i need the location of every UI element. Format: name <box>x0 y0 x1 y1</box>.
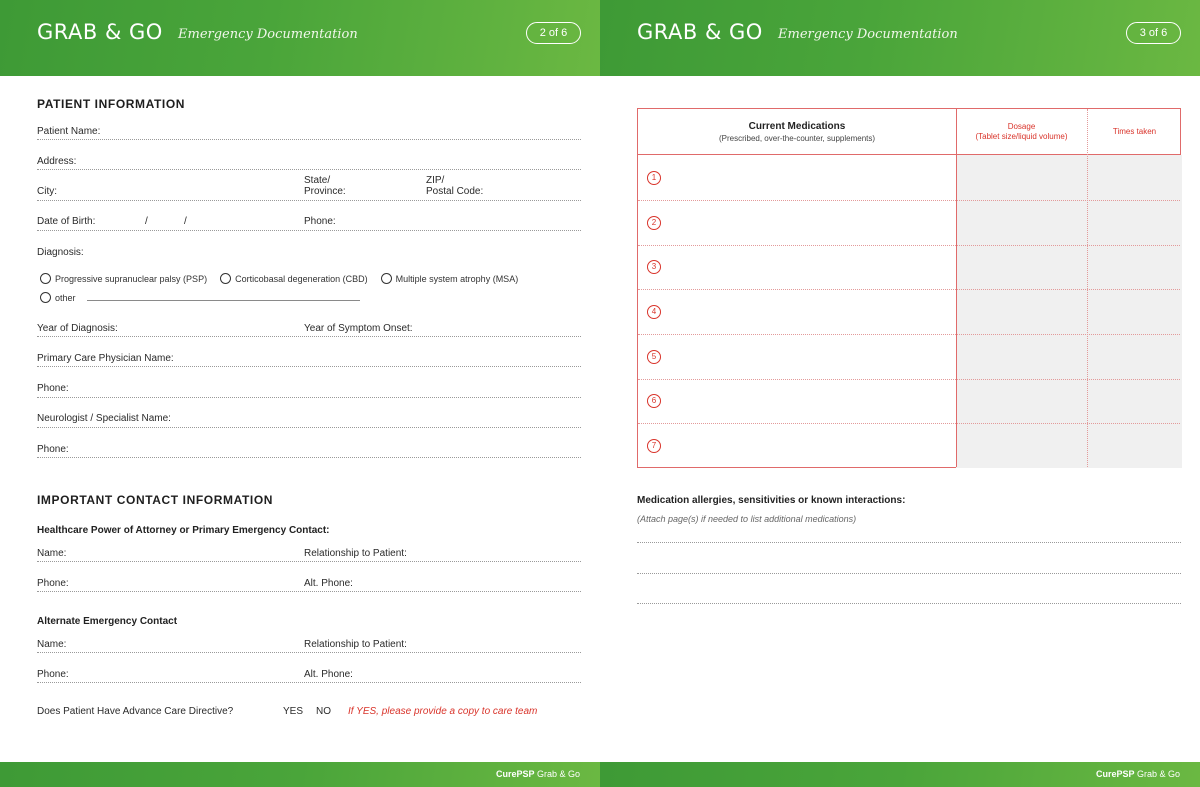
footer-brand: CurePSP <box>1095 769 1135 779</box>
patient-name-label: Patient Name: <box>37 126 101 137</box>
address-field[interactable] <box>37 169 581 170</box>
row-divider <box>638 245 1180 246</box>
radio-icon[interactable] <box>381 273 392 284</box>
alt-alt-phone-label: Alt. Phone: <box>304 669 353 680</box>
diagnosis-label: Diagnosis: <box>37 247 84 258</box>
dob-separator: / <box>184 216 187 227</box>
address-label: Address: <box>37 156 77 167</box>
year-diagnosis-label: Year of Diagnosis: <box>37 323 118 334</box>
brand-title: GRAB & GO <box>637 20 763 44</box>
patient-info-title: PATIENT INFORMATION <box>37 97 186 111</box>
patient-name-field[interactable] <box>37 139 581 140</box>
year-onset-label: Year of Symptom Onset: <box>304 323 413 334</box>
page-number-badge: 3 of 6 <box>1126 22 1181 44</box>
row-divider <box>638 379 1180 380</box>
row-divider <box>638 289 1180 290</box>
footer-brand: CurePSP <box>495 769 535 779</box>
page-3 <box>600 0 1200 787</box>
pcp-name-field[interactable] <box>37 366 581 367</box>
footer-text: Grab & Go <box>1134 769 1180 779</box>
other-diagnosis-field[interactable] <box>87 300 360 301</box>
directive-no[interactable]: NO <box>316 706 331 717</box>
alt-phone-field[interactable] <box>37 682 581 683</box>
dob-phone-field[interactable] <box>37 230 581 231</box>
primary-phone-label: Phone: <box>37 578 69 589</box>
pcp-phone-label: Phone: <box>37 383 69 394</box>
state-label: State/ Province: <box>304 175 346 197</box>
primary-relationship-label: Relationship to Patient: <box>304 548 407 559</box>
row-number-2: 2 <box>647 216 661 230</box>
allergy-heading: Medication allergies, sensitivities or known interactions: <box>637 495 906 506</box>
primary-contact-heading: Healthcare Power of Attorney or Primary Emergency Contact: <box>37 525 330 536</box>
pcp-phone-field[interactable] <box>37 397 581 398</box>
alt-name-label: Name: <box>37 639 67 650</box>
neuro-name-field[interactable] <box>37 427 581 428</box>
brand-subtitle: Emergency Documentation <box>778 27 958 42</box>
phone-label: Phone: <box>304 216 336 227</box>
brand-title: GRAB & GO <box>37 20 163 44</box>
current-medications-subheader: (Prescribed, over-the-counter, supplements) <box>718 134 876 143</box>
allergy-line[interactable] <box>637 542 1181 543</box>
radio-icon[interactable] <box>40 292 51 303</box>
dosage-header: Dosage (Tablet size/liquid volume) <box>975 122 1068 141</box>
alt-name-field[interactable] <box>37 652 581 653</box>
page-header <box>0 0 600 76</box>
neuro-name-label: Neurologist / Specialist Name: <box>37 413 171 424</box>
row-number-3: 3 <box>647 260 661 274</box>
neuro-phone-field[interactable] <box>37 457 581 458</box>
diagnosis-option-other[interactable]: other <box>40 292 76 303</box>
page-number-badge: 2 of 6 <box>526 22 581 44</box>
current-medications-header: Current Medications <box>748 121 846 132</box>
neuro-phone-label: Phone: <box>37 444 69 455</box>
year-fields[interactable] <box>37 336 581 337</box>
dob-label: Date of Birth: <box>37 216 96 227</box>
primary-name-field[interactable] <box>37 561 581 562</box>
page-header <box>600 0 1200 76</box>
primary-name-label: Name: <box>37 548 67 559</box>
brand-subtitle: Emergency Documentation <box>178 27 358 42</box>
page-footer <box>0 762 600 787</box>
diagnosis-option-cbd[interactable]: Corticobasal degeneration (CBD) <box>220 273 368 284</box>
diagnosis-options <box>40 273 531 284</box>
primary-phone-field[interactable] <box>37 591 581 592</box>
column-divider <box>1087 109 1088 467</box>
allergy-line[interactable] <box>637 573 1181 574</box>
dob-separator: / <box>145 216 148 227</box>
directive-yes[interactable]: YES <box>283 706 304 717</box>
alternate-contact-heading: Alternate Emergency Contact <box>37 616 178 627</box>
allergy-note: (Attach page(s) if needed to list additional medications) <box>637 514 857 524</box>
row-number-7: 7 <box>647 439 661 453</box>
row-divider <box>638 200 1180 201</box>
city-label: City: <box>37 186 57 197</box>
page-footer <box>600 762 1200 787</box>
column-divider <box>956 109 957 467</box>
zip-label: ZIP/ Postal Code: <box>426 175 484 197</box>
row-number-4: 4 <box>647 305 661 319</box>
row-divider <box>638 423 1180 424</box>
city-state-zip-field[interactable] <box>37 200 581 201</box>
medications-table <box>637 108 1181 468</box>
times-taken-header: Times taken <box>1112 127 1157 136</box>
radio-icon[interactable] <box>40 273 51 284</box>
contact-info-title: IMPORTANT CONTACT INFORMATION <box>37 493 274 507</box>
row-number-1: 1 <box>647 171 661 185</box>
allergy-line[interactable] <box>637 603 1181 604</box>
radio-icon[interactable] <box>220 273 231 284</box>
primary-alt-phone-label: Alt. Phone: <box>304 578 353 589</box>
alt-phone-label: Phone: <box>37 669 69 680</box>
table-header <box>638 109 1180 155</box>
diagnosis-option-psp[interactable]: Progressive supranuclear palsy (PSP) <box>40 273 207 284</box>
diagnosis-option-msa[interactable]: Multiple system atrophy (MSA) <box>381 273 519 284</box>
row-divider <box>638 334 1180 335</box>
directive-question: Does Patient Have Advance Care Directive? <box>37 706 234 717</box>
table-shaded-columns <box>956 155 1182 468</box>
alt-relationship-label: Relationship to Patient: <box>304 639 407 650</box>
row-number-6: 6 <box>647 394 661 408</box>
footer-text: Grab & Go <box>534 769 580 779</box>
pcp-name-label: Primary Care Physician Name: <box>37 353 174 364</box>
row-number-5: 5 <box>647 350 661 364</box>
directive-note: If YES, please provide a copy to care team <box>348 706 538 717</box>
